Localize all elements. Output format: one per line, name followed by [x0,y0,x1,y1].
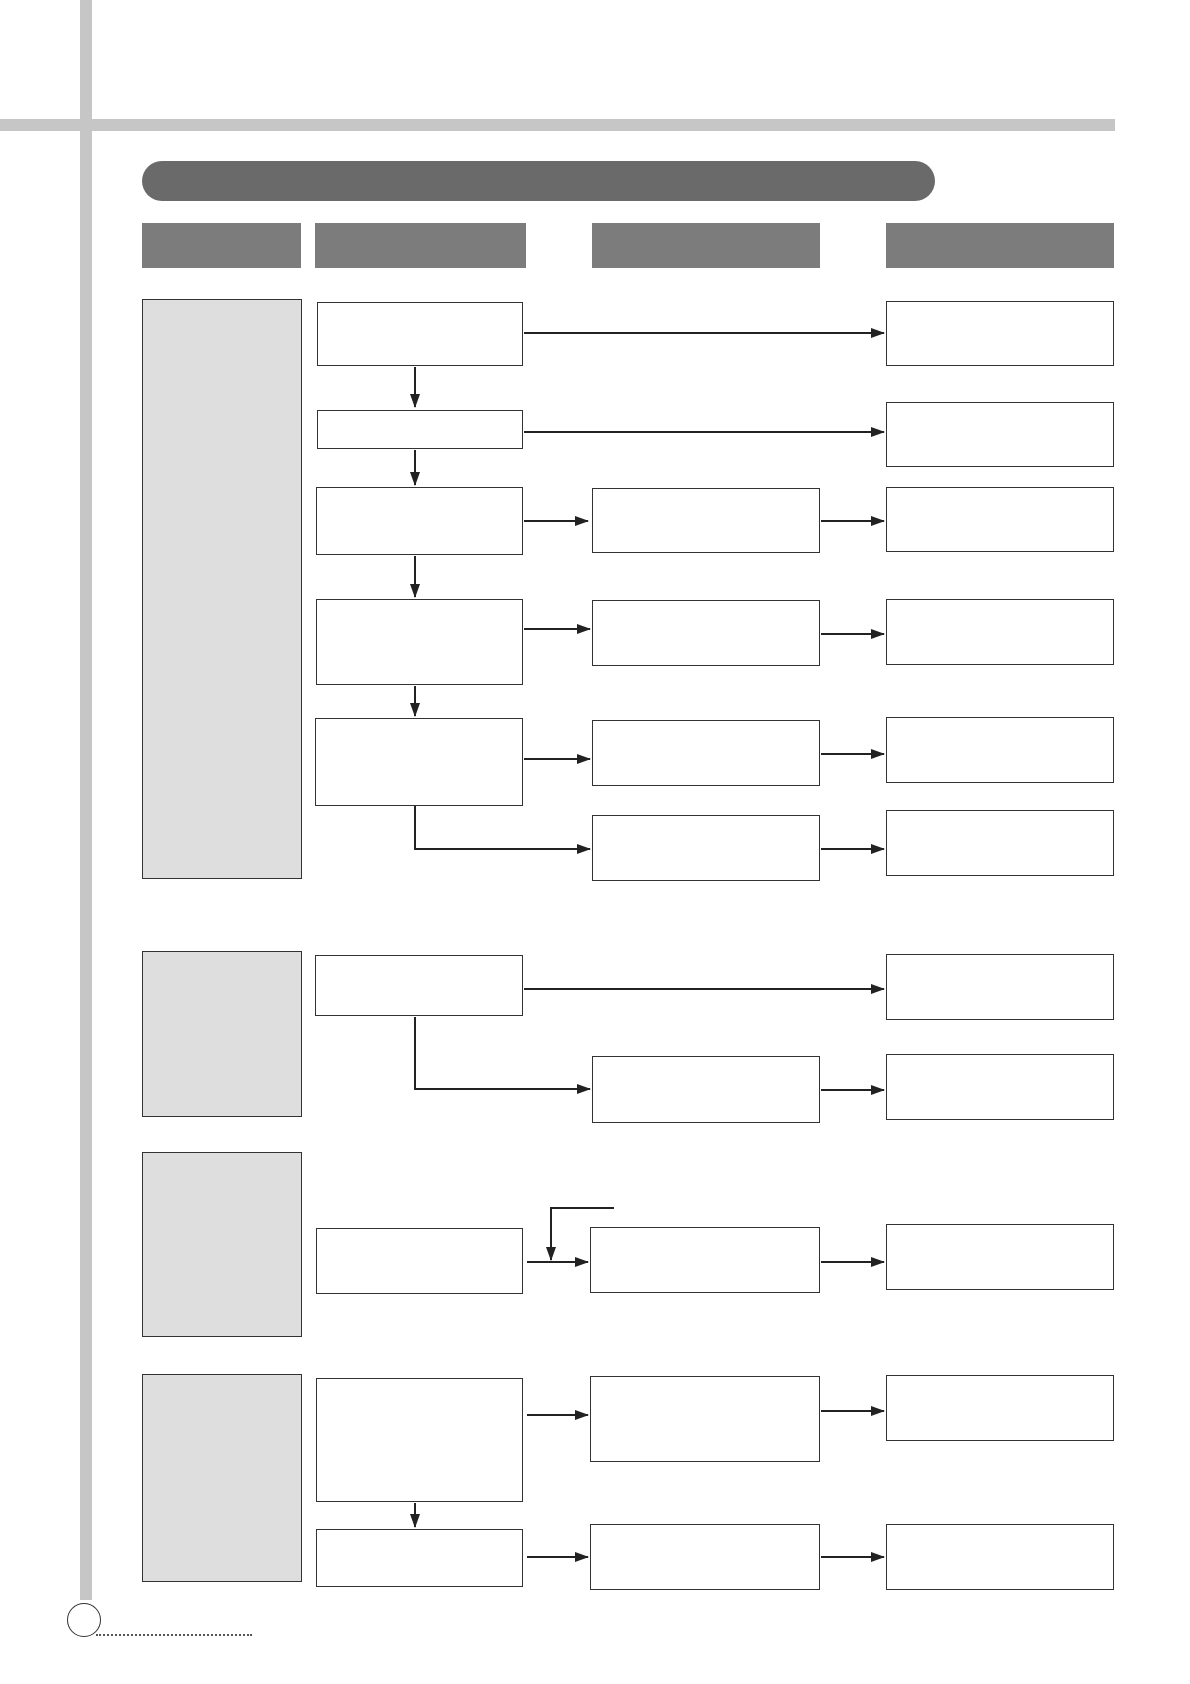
arrow-s1-5-cause-b [415,806,590,849]
s1-remedy-box-1 [886,301,1114,366]
arrow-s2-2-cause [415,1017,590,1089]
s1-cause-box-3 [592,488,820,553]
s3-cause-box-1 [590,1227,820,1293]
s1-check-box-2 [317,410,523,449]
s1-remedy-box-5b [886,810,1114,876]
column-header-remedy [886,223,1114,268]
s1-remedy-box-4 [886,599,1114,665]
s1-check-box-5 [315,718,523,806]
s4-remedy-box-2 [886,1524,1114,1590]
s4-cause-box-2 [590,1524,820,1590]
s1-check-box-4 [316,599,523,685]
s1-cause-box-4 [592,600,820,666]
title-banner [142,161,935,201]
s2-remedy-box-1 [886,954,1114,1020]
s4-check-box-2 [316,1529,523,1587]
s1-check-box-1 [317,302,523,366]
s4-remedy-box-1 [886,1375,1114,1441]
s2-cause-box-2 [592,1056,820,1123]
s3-check-box-1 [316,1228,523,1294]
section-3-label [142,1152,302,1337]
column-header-check [315,223,526,268]
s1-check-box-3 [316,487,523,555]
s2-remedy-box-2 [886,1054,1114,1120]
page-number-dotted-rule [96,1634,252,1636]
s2-check-box-1 [315,955,523,1016]
section-2-label [142,951,302,1117]
page-number [67,1603,101,1637]
section-4-label [142,1374,302,1582]
s1-remedy-box-5a [886,717,1114,783]
s3-remedy-box-1 [886,1224,1114,1290]
section-1-label [142,299,302,879]
s1-remedy-box-3 [886,487,1114,552]
s1-remedy-box-2 [886,402,1114,467]
s1-cause-box-5a [592,720,820,786]
s1-cause-box-5b [592,815,820,881]
left-margin-bar [80,0,92,1600]
s4-check-box-1 [316,1378,523,1502]
column-header-cause [592,223,820,268]
top-margin-bar [0,119,1115,131]
s4-cause-box-1 [590,1376,820,1462]
column-header-symptom [142,223,301,268]
